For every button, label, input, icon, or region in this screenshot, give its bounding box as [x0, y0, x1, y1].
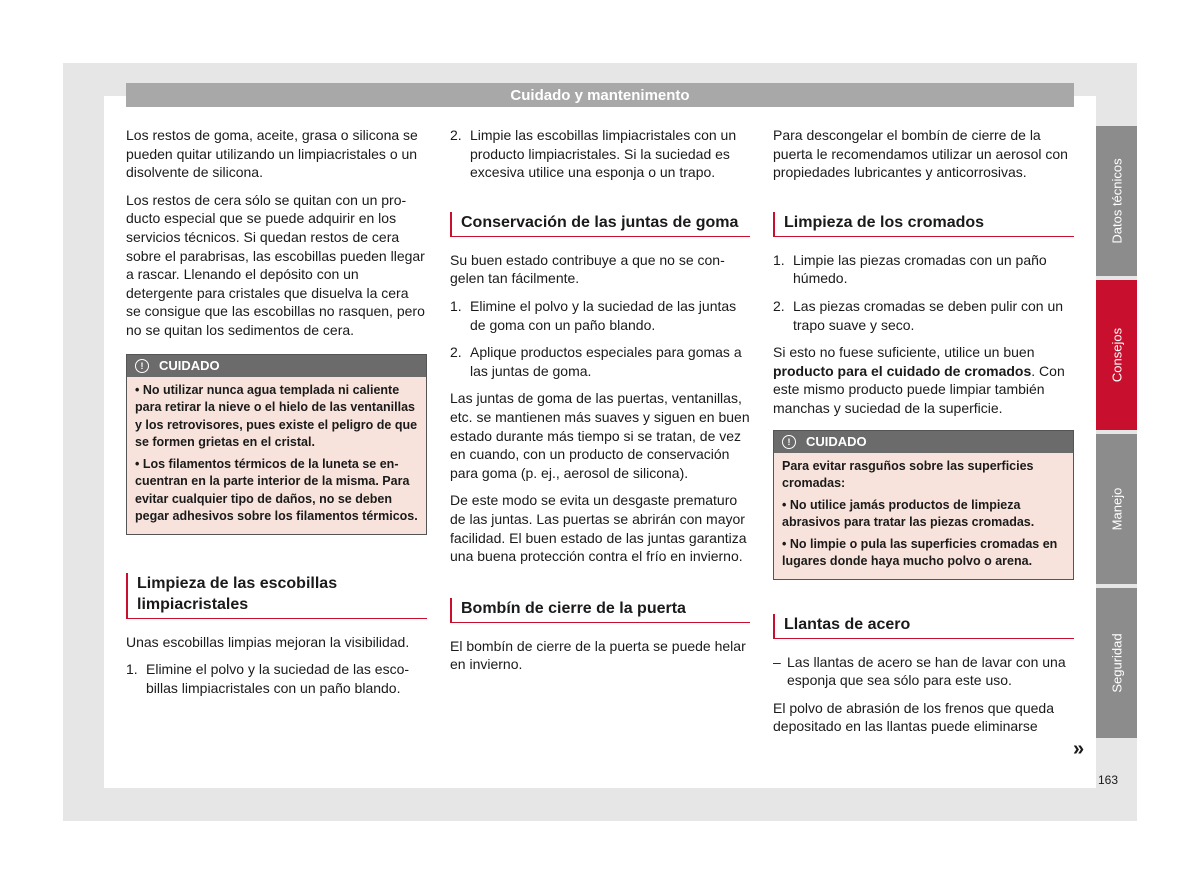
paragraph [773, 343, 1074, 417]
column-1 [126, 126, 427, 706]
warning-item: • No utilice jamás productos de limpieza abrasivos para tratar las piezas cromadas. [782, 497, 1035, 530]
list-number: 1. [126, 661, 138, 678]
paragraph: Las juntas de goma de las puertas, ventanillas, etc. se mantienen más suaves y siguen en buen estado durante más tiempo si se tratan, de vez en cuando, con un producto de conservación para goma (p. ej., aerosol de silicona). [450, 390, 750, 481]
warning-title: CUIDADO [806, 433, 867, 449]
tab-consejos[interactable] [1096, 280, 1137, 430]
list-number: 2. [773, 297, 785, 314]
list-text: Aplique productos especiales para gomas a las juntas de goma. [470, 344, 742, 379]
section-heading: Limpieza de los cromados [773, 212, 1074, 237]
section-header: Cuidado y mantenimento [126, 83, 1074, 107]
warning-body [127, 377, 426, 534]
list-item [773, 297, 1074, 334]
paragraph: El polvo de abrasión de los frenos que queda depositado en las llantas puede eliminarse [773, 699, 1054, 735]
list-item [450, 126, 750, 182]
list-number: 2. [450, 344, 462, 361]
section-heading: Conservación de las juntas de goma [450, 212, 750, 237]
warning-intro: Para evitar rasguños sobre las superficies cromadas: [782, 458, 1034, 491]
paragraph: De este modo se evita un desgaste prematuro de las juntas. Las puertas se abrirán con mayor facilidad. El buen estado de las juntas garantiza una buena protección contra el frío en invierno. [450, 492, 747, 565]
warning-header [774, 431, 1073, 453]
warning-box [773, 430, 1074, 580]
alert-icon: ! [782, 435, 796, 449]
section-heading: Llantas de acero [773, 614, 1074, 639]
warning-item: • Los filamentos térmicos de la luneta se encuentran en la parte interior de la misma. Para evitar cualquier tipo de daños, no se deben pegar adhesivos sobre los filamentos térmicos. [135, 456, 418, 524]
warning-item: • No limpie o pula las superficies cromadas en lugares donde haya mucho polvo o arena. [782, 536, 1058, 569]
list-item [450, 297, 750, 334]
column-3 [773, 126, 1074, 745]
tab-seguridad[interactable] [1096, 588, 1137, 738]
warning-item: • No utilizar nunca agua templada ni caliente para retirar la nieve o el hielo de las ventanillas y los retrovisores, pues existe el peligro de que se formen grietas en el cristal. [135, 382, 418, 450]
section-heading: Bombín de cierre de la puerta [450, 598, 750, 623]
column-2 [450, 126, 750, 683]
paragraph: Para descongelar el bombín de cierre de la puerta le recomendamos utilizar un aerosol con propiedades lubricantes y anticorrosivas. [773, 127, 1068, 181]
tab-label: Manejo [1109, 487, 1124, 531]
list-item [450, 343, 750, 380]
paragraph: El bombín de cierre de la puerta se puede helar en invierno. [450, 637, 746, 673]
list-item [773, 653, 1074, 690]
text-run: . Con este mismo producto puede limpiar también manchas y suciedad de la superficie. [773, 362, 1065, 416]
tab-datos-tecnicos[interactable] [1096, 126, 1137, 276]
list-text: Las llantas de acero se han de lavar con una esponja que sea sólo para este uso. [787, 653, 1066, 689]
list-text: Limpie las escobillas limpiacristales con un producto limpiacristales. Si la suciedad es excesiva utilice una esponja o un trapo. [470, 127, 737, 181]
list-text: Limpie las piezas cromadas con un paño húmedo. [793, 251, 1047, 287]
warning-body [774, 453, 1073, 579]
tab-manejo[interactable] [1096, 434, 1137, 584]
list-text: Elimine el polvo y la suciedad de las escobillas limpiacristales con un paño blando. [146, 661, 410, 696]
tab-label: Seguridad [1109, 633, 1124, 693]
list-text: Elimine el polvo y la suciedad de las juntas de goma con un paño blando. [470, 297, 737, 333]
warning-header [127, 355, 426, 377]
list-dash: – [773, 653, 781, 670]
paragraph: Los restos de cera sólo se quitan con un producto especial que se puede adquirir en los servicios técnicos. Si quedan restos de cera sobre el parabrisas, las escobillas pueden llegar a rascar. Llenando el depósito con un detergente para cristales que disuelva la cera se consigue que las escobillas no rasquen, pero no se quitan los sedimentos de cera. [126, 191, 425, 338]
page-number: 163 [1098, 773, 1119, 787]
section-heading: Limpieza de las escobillas limpiacristales [126, 573, 427, 619]
list-number: 2. [450, 127, 462, 143]
text-run: Si esto no fuese suficiente, utilice un buen [773, 344, 1035, 361]
list-number: 1. [773, 251, 785, 268]
tab-label: Consejos [1109, 327, 1124, 383]
alert-icon: ! [135, 359, 149, 373]
warning-title: CUIDADO [159, 357, 220, 373]
list-item [126, 660, 427, 697]
bold-text: producto para el cuidado de cromados [773, 362, 1032, 379]
list-item [773, 251, 1074, 288]
list-number: 1. [450, 297, 462, 314]
tab-label: Datos técnicos [1109, 158, 1124, 244]
paragraph: Los restos de goma, aceite, grasa o silicona se pueden quitar utilizando un limpiacristales o un disolvente de silicona. [126, 127, 418, 181]
paragraph: Su buen estado contribuye a que no se congelen tan fácilmente. [450, 251, 725, 287]
list-text: Las piezas cromadas se deben pulir con un trapo suave y seco. [793, 297, 1064, 333]
warning-box [126, 354, 427, 535]
continue-arrow-icon: » [1073, 738, 1085, 760]
paragraph: Unas escobillas limpias mejoran la visibilidad. [126, 633, 410, 650]
